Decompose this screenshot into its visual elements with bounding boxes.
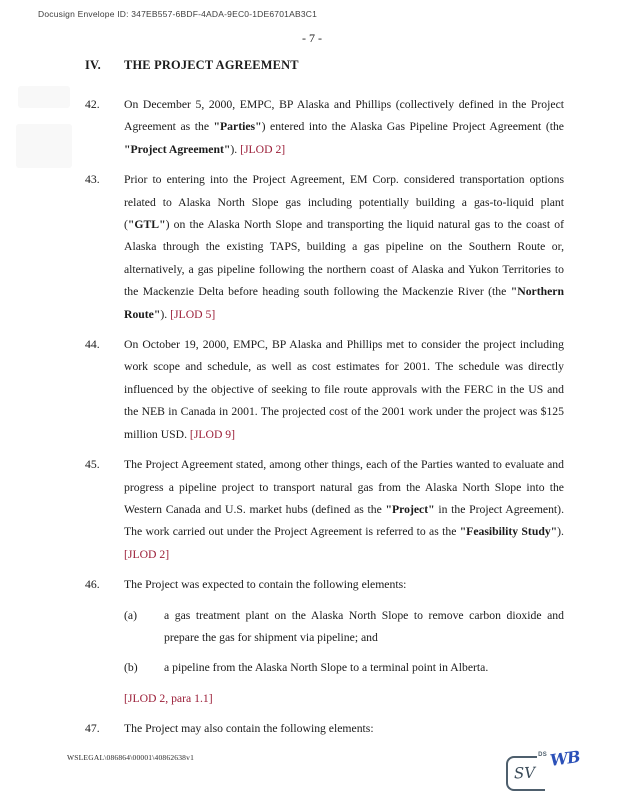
paragraph-text bbox=[124, 169, 564, 326]
text-run: The Project may also contain the following elements: bbox=[124, 722, 374, 736]
paragraph-text bbox=[124, 718, 564, 740]
text-run: The Project Agreement stated, among other things, each of the Parties wanted to evaluate and progress a pipeline project to transport natural gas from the Alaska North Slope into the Western Canada and U.S. market hubs (defined as the bbox=[124, 458, 564, 516]
initials-box bbox=[506, 752, 547, 791]
paragraph-text bbox=[124, 334, 564, 446]
subitem-text bbox=[164, 605, 564, 650]
text-run: a pipeline from the Alaska North Slope to a terminal point in Alberta. bbox=[164, 661, 489, 675]
paragraph-number: 42. bbox=[85, 98, 100, 111]
paragraph bbox=[85, 94, 565, 161]
text-run: On October 19, 2000, EMPC, BP Alaska and Phillips met to consider the project including work scope and schedule, as well as cost estimates for 2001. The schedule was directly influenced by the objective of seeking to file route approvals with the FERC in the US and the NEB in Canada in 2001. The projected cost of the 2001 work under the project was $125 million USD. bbox=[124, 338, 564, 441]
paragraph bbox=[85, 334, 565, 446]
citation: [JLOD 5] bbox=[170, 307, 216, 321]
scan-artifact bbox=[18, 86, 70, 108]
citation: [JLOD 2] bbox=[124, 547, 170, 561]
paragraph-number: 46. bbox=[85, 578, 100, 592]
text-run: ). bbox=[230, 142, 241, 156]
docusign-ds-mark-icon: DS bbox=[538, 752, 547, 758]
docusign-envelope-id: Docusign Envelope ID: 347EB557-6BDF-4ADA-9EC0-1DE6701AB3C1 bbox=[38, 9, 318, 19]
page-number: - 7 - bbox=[302, 31, 322, 45]
list-item bbox=[124, 657, 565, 679]
text-run: "Northern Route" bbox=[124, 285, 564, 321]
handwritten-initials: WB bbox=[548, 747, 581, 770]
document-body bbox=[85, 58, 565, 749]
text-run: ). bbox=[160, 307, 171, 321]
text-run: in the Project Agreement). The work carried out under the Project Agreement is referred to as the bbox=[124, 502, 564, 539]
text-run: ) on the Alaska North Slope and transporting the liquid natural gas to the coast of Alaska through the existing TAPS, building a gas pipeline on the Southern Route or, alternatively, a gas pipeline following the northern coast of Alaska and Yukon Territories to the Mackenzie Delta before heading south following the Mackenzie River (the bbox=[124, 218, 564, 299]
footer-file-reference: WSLEGAL\086864\00001\40862638v1 bbox=[67, 753, 195, 762]
paragraph bbox=[85, 718, 565, 740]
paragraph-text bbox=[124, 94, 564, 161]
paragraph-number: 45. bbox=[85, 458, 100, 472]
paragraph bbox=[85, 454, 565, 566]
paragraph-number: 47. bbox=[85, 722, 100, 736]
subitem-label: (a) bbox=[124, 608, 137, 622]
text-run: "GTL" bbox=[127, 218, 166, 232]
subitem-text bbox=[164, 657, 564, 679]
scan-artifact bbox=[16, 124, 72, 168]
text-run: ). bbox=[557, 525, 564, 539]
text-run: On December 5, 2000, EMPC, BP Alaska and Phillips (collectively defined in the Project Agreement as the bbox=[124, 98, 564, 134]
text-run: "Project Agreement" bbox=[124, 142, 231, 156]
paragraph-number: 43. bbox=[85, 173, 100, 187]
citation: [JLOD 2, para 1.1] bbox=[124, 691, 213, 705]
paragraph-text bbox=[124, 454, 564, 566]
paragraph-number: 44. bbox=[85, 338, 100, 352]
text-run: ) entered into the Alaska Gas Pipeline Project Agreement (the bbox=[261, 120, 564, 134]
text-run: "Project" bbox=[385, 502, 435, 516]
text-run: "Parties" bbox=[213, 120, 262, 134]
section-title: THE PROJECT AGREEMENT bbox=[124, 58, 299, 72]
paragraphs bbox=[85, 94, 565, 741]
citation: [JLOD 2] bbox=[240, 142, 286, 156]
text-run: Prior to entering into the Project Agreement, EM Corp. considered transportation options related to Alaska North Slope gas including potentially building a gas-to-liquid plant ( bbox=[124, 173, 564, 232]
text-run: "Feasibility Study" bbox=[459, 525, 558, 539]
subitem-label: (b) bbox=[124, 661, 138, 675]
paragraph-text bbox=[124, 574, 564, 596]
paragraph bbox=[85, 169, 565, 326]
section-heading bbox=[85, 58, 565, 73]
text-run: a gas treatment plant on the Alaska North Slope to remove carbon dioxide and prepare the gas for shipment via pipeline; and bbox=[164, 608, 564, 644]
paragraph bbox=[85, 574, 565, 596]
stamp-initials: SV bbox=[513, 763, 536, 783]
docusign-initial-stamp bbox=[506, 749, 582, 795]
list-item bbox=[124, 605, 565, 650]
text-run: The Project was expected to contain the following elements: bbox=[124, 578, 407, 592]
citation: [JLOD 9] bbox=[189, 427, 236, 441]
section-number: IV. bbox=[85, 58, 101, 72]
